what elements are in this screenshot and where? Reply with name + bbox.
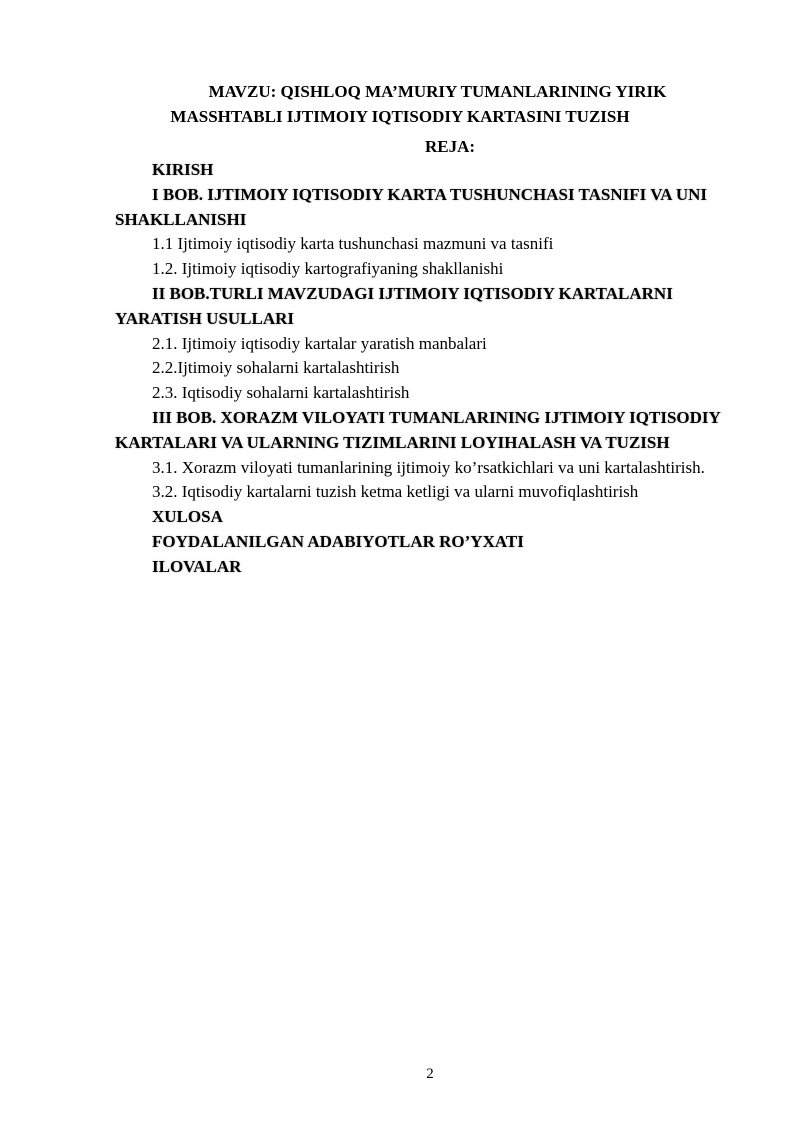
toc-entry-conclusion: XULOSA <box>152 507 223 527</box>
page-number: 2 <box>426 1066 434 1082</box>
title-line-1: MAVZU: QISHLOQ MA’MURIY TUMANLARINING YIRIK <box>208 82 667 101</box>
toc-entry-section-2-2: 2.2.Ijtimoiy sohalarni kartalashtirish <box>152 358 400 378</box>
plan-heading: REJA: <box>424 137 476 156</box>
toc-entry-section-3-1: 3.1. Xorazm viloyati tumanlarining ijtimoiy ko’rsatkichlari va uni kartalashtirish. <box>152 457 705 477</box>
toc-entry-appendices: ILOVALAR <box>152 556 242 576</box>
toc-entry-references: FOYDALANILGAN ADABIYOTLAR RO’YXATI <box>152 531 524 551</box>
document-title <box>100 79 760 129</box>
toc-entry-section-1-2: 1.2. Ijtimoiy iqtisodiy kartografiyaning shakllanishi <box>152 259 504 279</box>
table-of-contents <box>115 158 745 580</box>
toc-entry-chapter-1: I BOB. IJTIMOIY IQTISODIY KARTA TUSHUNCHASI TASNIFI VA UNI SHAKLLANISHI <box>115 184 708 229</box>
toc-entry-chapter-2: II BOB.TURLI MAVZUDAGI IJTIMOIY IQTISODIY KARTALARNI YARATISH USULLARI <box>115 283 673 328</box>
toc-entry-section-3-2: 3.2. Iqtisodiy kartalarni tuzish ketma ketligi va ularni muvofiqlashtirish <box>152 482 639 502</box>
toc-entry-section-2-3: 2.3. Iqtisodiy sohalarni kartalashtirish <box>152 383 410 403</box>
toc-entry-section-1-1: 1.1 Ijtimoiy iqtisodiy karta tushunchasi mazmuni va tasnifi <box>152 234 554 254</box>
toc-entry-introduction: KIRISH <box>152 160 214 179</box>
toc-entry-chapter-3: III BOB. XORAZM VILOYATI TUMANLARINING IJTIMOIY IQTISODIY KARTALARI VA ULARNING TIZIMLARINI LOYIHALASH VA TUZISH <box>115 407 721 452</box>
toc-entry-section-2-1: 2.1. Ijtimoiy iqtisodiy kartalar yaratish manbalari <box>152 333 487 353</box>
title-line-2: MASSHTABLI IJTIMOIY IQTISODIY KARTASINI TUZISH <box>170 107 630 126</box>
